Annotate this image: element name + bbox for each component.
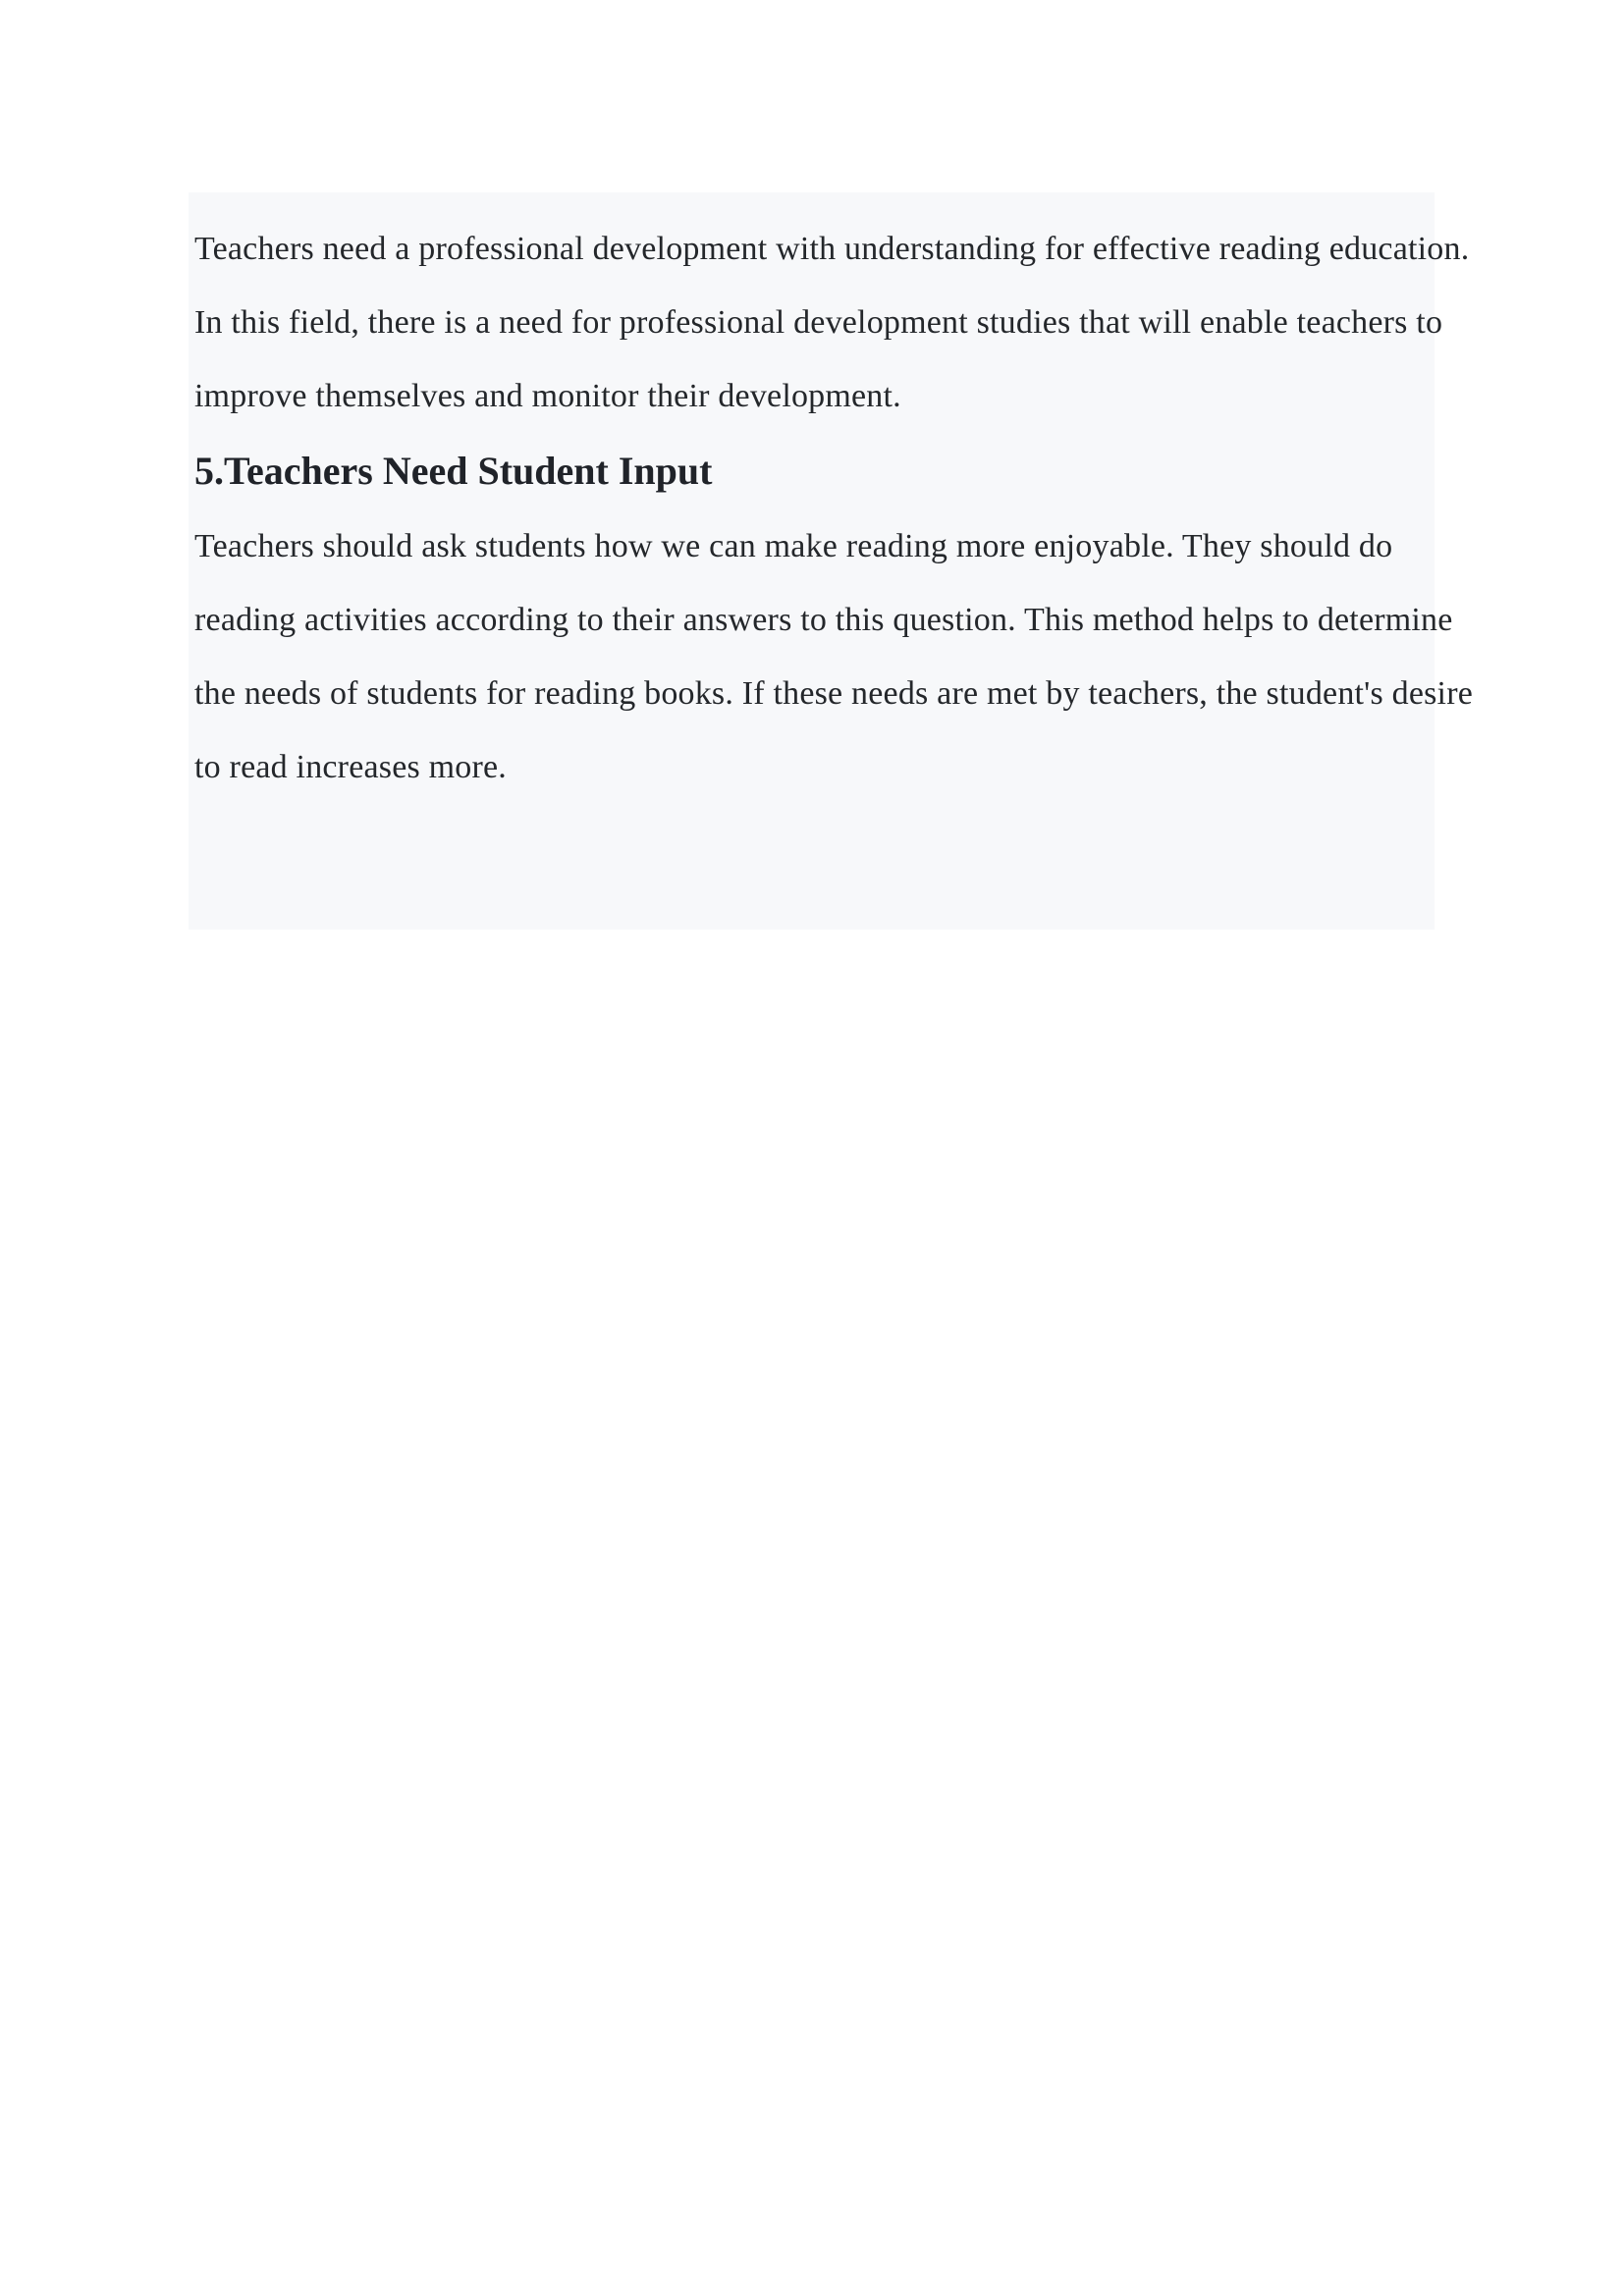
paragraph-professional-development: [194, 212, 1470, 433]
text-line: improve themselves and monitor their development.: [194, 378, 901, 414]
text-line: to read increases more.: [194, 749, 508, 785]
content-panel: [189, 192, 1474, 930]
text-line: reading activities according to their answers to this question. This method helps to determine: [194, 602, 1453, 638]
text-line: Teachers need a professional development with understanding for effective reading education.: [194, 231, 1470, 267]
text-line: In this field, there is a need for professional development studies that will enable teachers to: [194, 304, 1443, 341]
text-line: Teachers should ask students how we can make reading more enjoyable. They should do: [194, 528, 1393, 564]
text-line: the needs of students for reading books. If these needs are met by teachers, the student's desire: [194, 675, 1474, 712]
section-heading-teachers-need-student-input: 5.Teachers Need Student Input: [194, 449, 713, 493]
paragraph-student-input: [194, 509, 1474, 804]
